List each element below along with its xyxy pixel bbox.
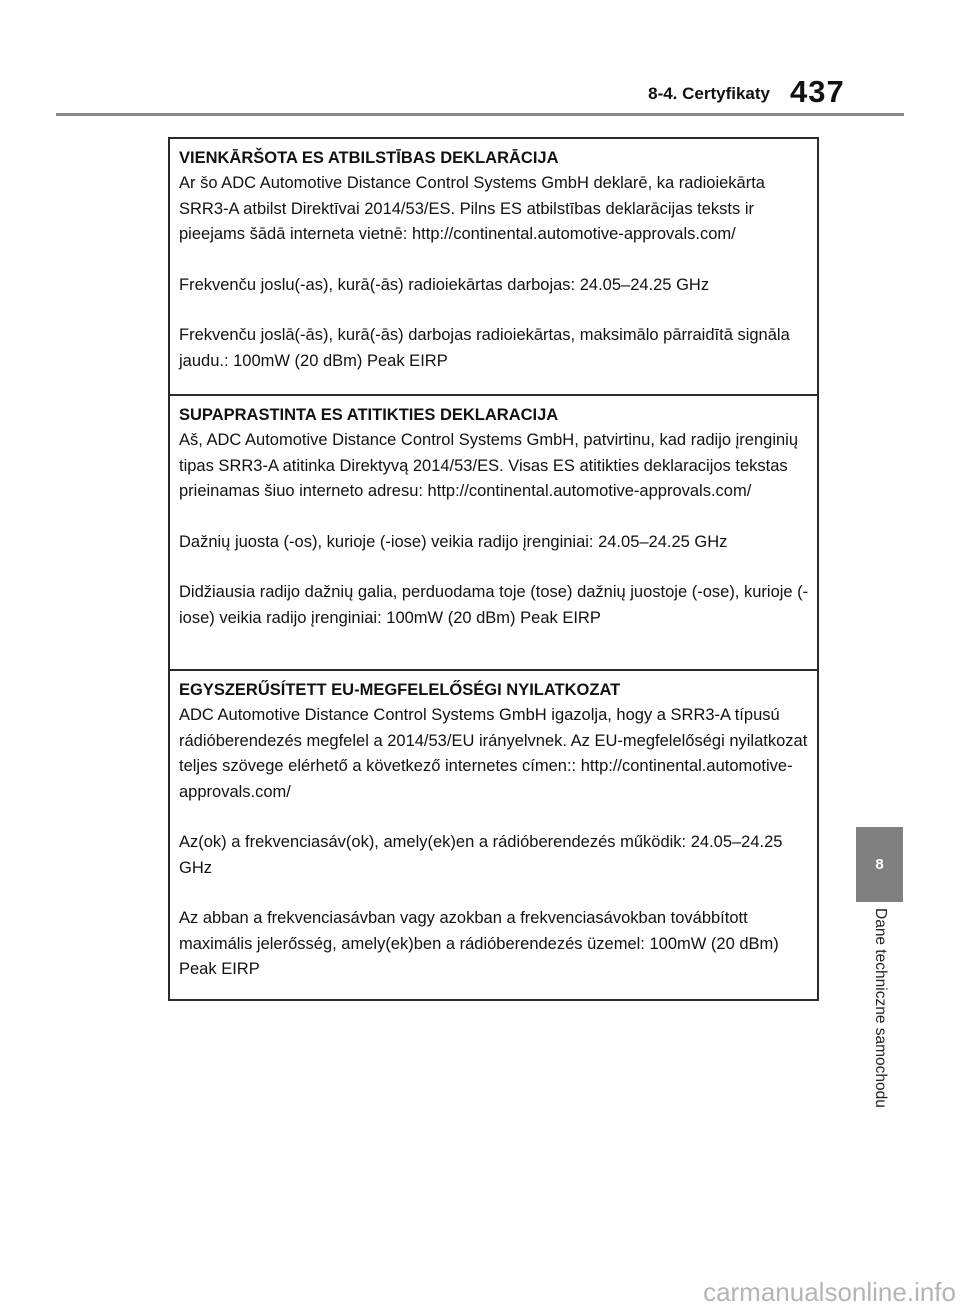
declaration-title: VIENKĀRŠOTA ES ATBILSTĪBAS DEKLARĀCIJA [179, 149, 559, 167]
chapter-number: 8 [875, 856, 884, 873]
declaration-title: SUPAPRASTINTA ES ATITIKTIES DEKLARACIJA [179, 406, 559, 424]
declaration-title: EGYSZERŰSÍTETT EU-MEGFELELŐSÉGI NYILATKOZAT [179, 681, 621, 699]
section-title: 8-4. Certyfikaty [648, 84, 770, 103]
declaration-lithuanian [170, 394, 817, 669]
declaration-paragraph: Ar šo ADC Automotive Distance Control Systems GmbH deklarē, ka radioiekārta SRR3-A atbilst Direktīvai 2014/53/ES. Pilns ES atbilstības deklarācijas teksts ir pieejams šādā interneta vietnē: http://continental.automotive-approvals.com/ [179, 174, 765, 243]
declaration-paragraph: Aš, ADC Automotive Distance Control Systems GmbH, patvirtinu, kad radijo įrenginių tipas SRR3-A atitinka Direktyvą 2014/53/ES. Visas ES atitikties deklaracijos tekstas prieinamas šiuo interneto adresu: http://continental.automotive-approvals.com/ [179, 431, 799, 500]
page-number: 437 [790, 74, 845, 109]
declaration-paragraph: Dažnių juosta (-os), kurioje (-iose) veikia radijo įrenginiai: 24.05–24.25 GHz [179, 532, 728, 551]
declaration-latvian [170, 139, 817, 394]
chapter-title: Dane techniczne samochodu [872, 908, 889, 1108]
declarations-table [168, 137, 819, 1001]
header-divider [56, 113, 904, 116]
declaration-paragraph: Didžiausia radijo dažnių galia, perduodama toje (tose) dažnių juostoje (-ose), kurioje (-iose) veikia radijo įrenginiai: 100mW (20 dBm) Peak EIRP [179, 583, 809, 627]
footer-watermark: carmanualsonline.info [703, 1277, 956, 1307]
declaration-paragraph: Frekvenču joslu(-as), kurā(-ās) radioiekārtas darbojas: 24.05–24.25 GHz [179, 275, 710, 294]
declaration-paragraph: Az(ok) a frekvenciasáv(ok), amely(ek)en a rádióberendezés működik: 24.05–24.25 GHz [179, 833, 783, 877]
declaration-paragraph: Az abban a frekvenciasávban vagy azokban a frekvenciasávokban továbbított maximális jelerősség, amely(ek)ben a rádióberendezés üzemel: 100mW (20 dBm) Peak EIRP [179, 909, 779, 978]
declaration-paragraph: Frekvenču joslā(-ās), kurā(-ās) darbojas radioiekārtas, maksimālo pārraidītā signāla jaudu.: 100mW (20 dBm) Peak EIRP [179, 326, 790, 370]
declaration-paragraph: ADC Automotive Distance Control Systems GmbH igazolja, hogy a SRR3-A típusú rádióberendezés megfelel a 2014/53/EU irányelvnek. Az EU-megfelelőségi nyilatkozat teljes szövege elérhető a következő internetes címen:: http://continental.automotive-approvals.com/ [179, 706, 808, 801]
declaration-hungarian [170, 669, 817, 999]
chapter-tab [856, 827, 903, 902]
